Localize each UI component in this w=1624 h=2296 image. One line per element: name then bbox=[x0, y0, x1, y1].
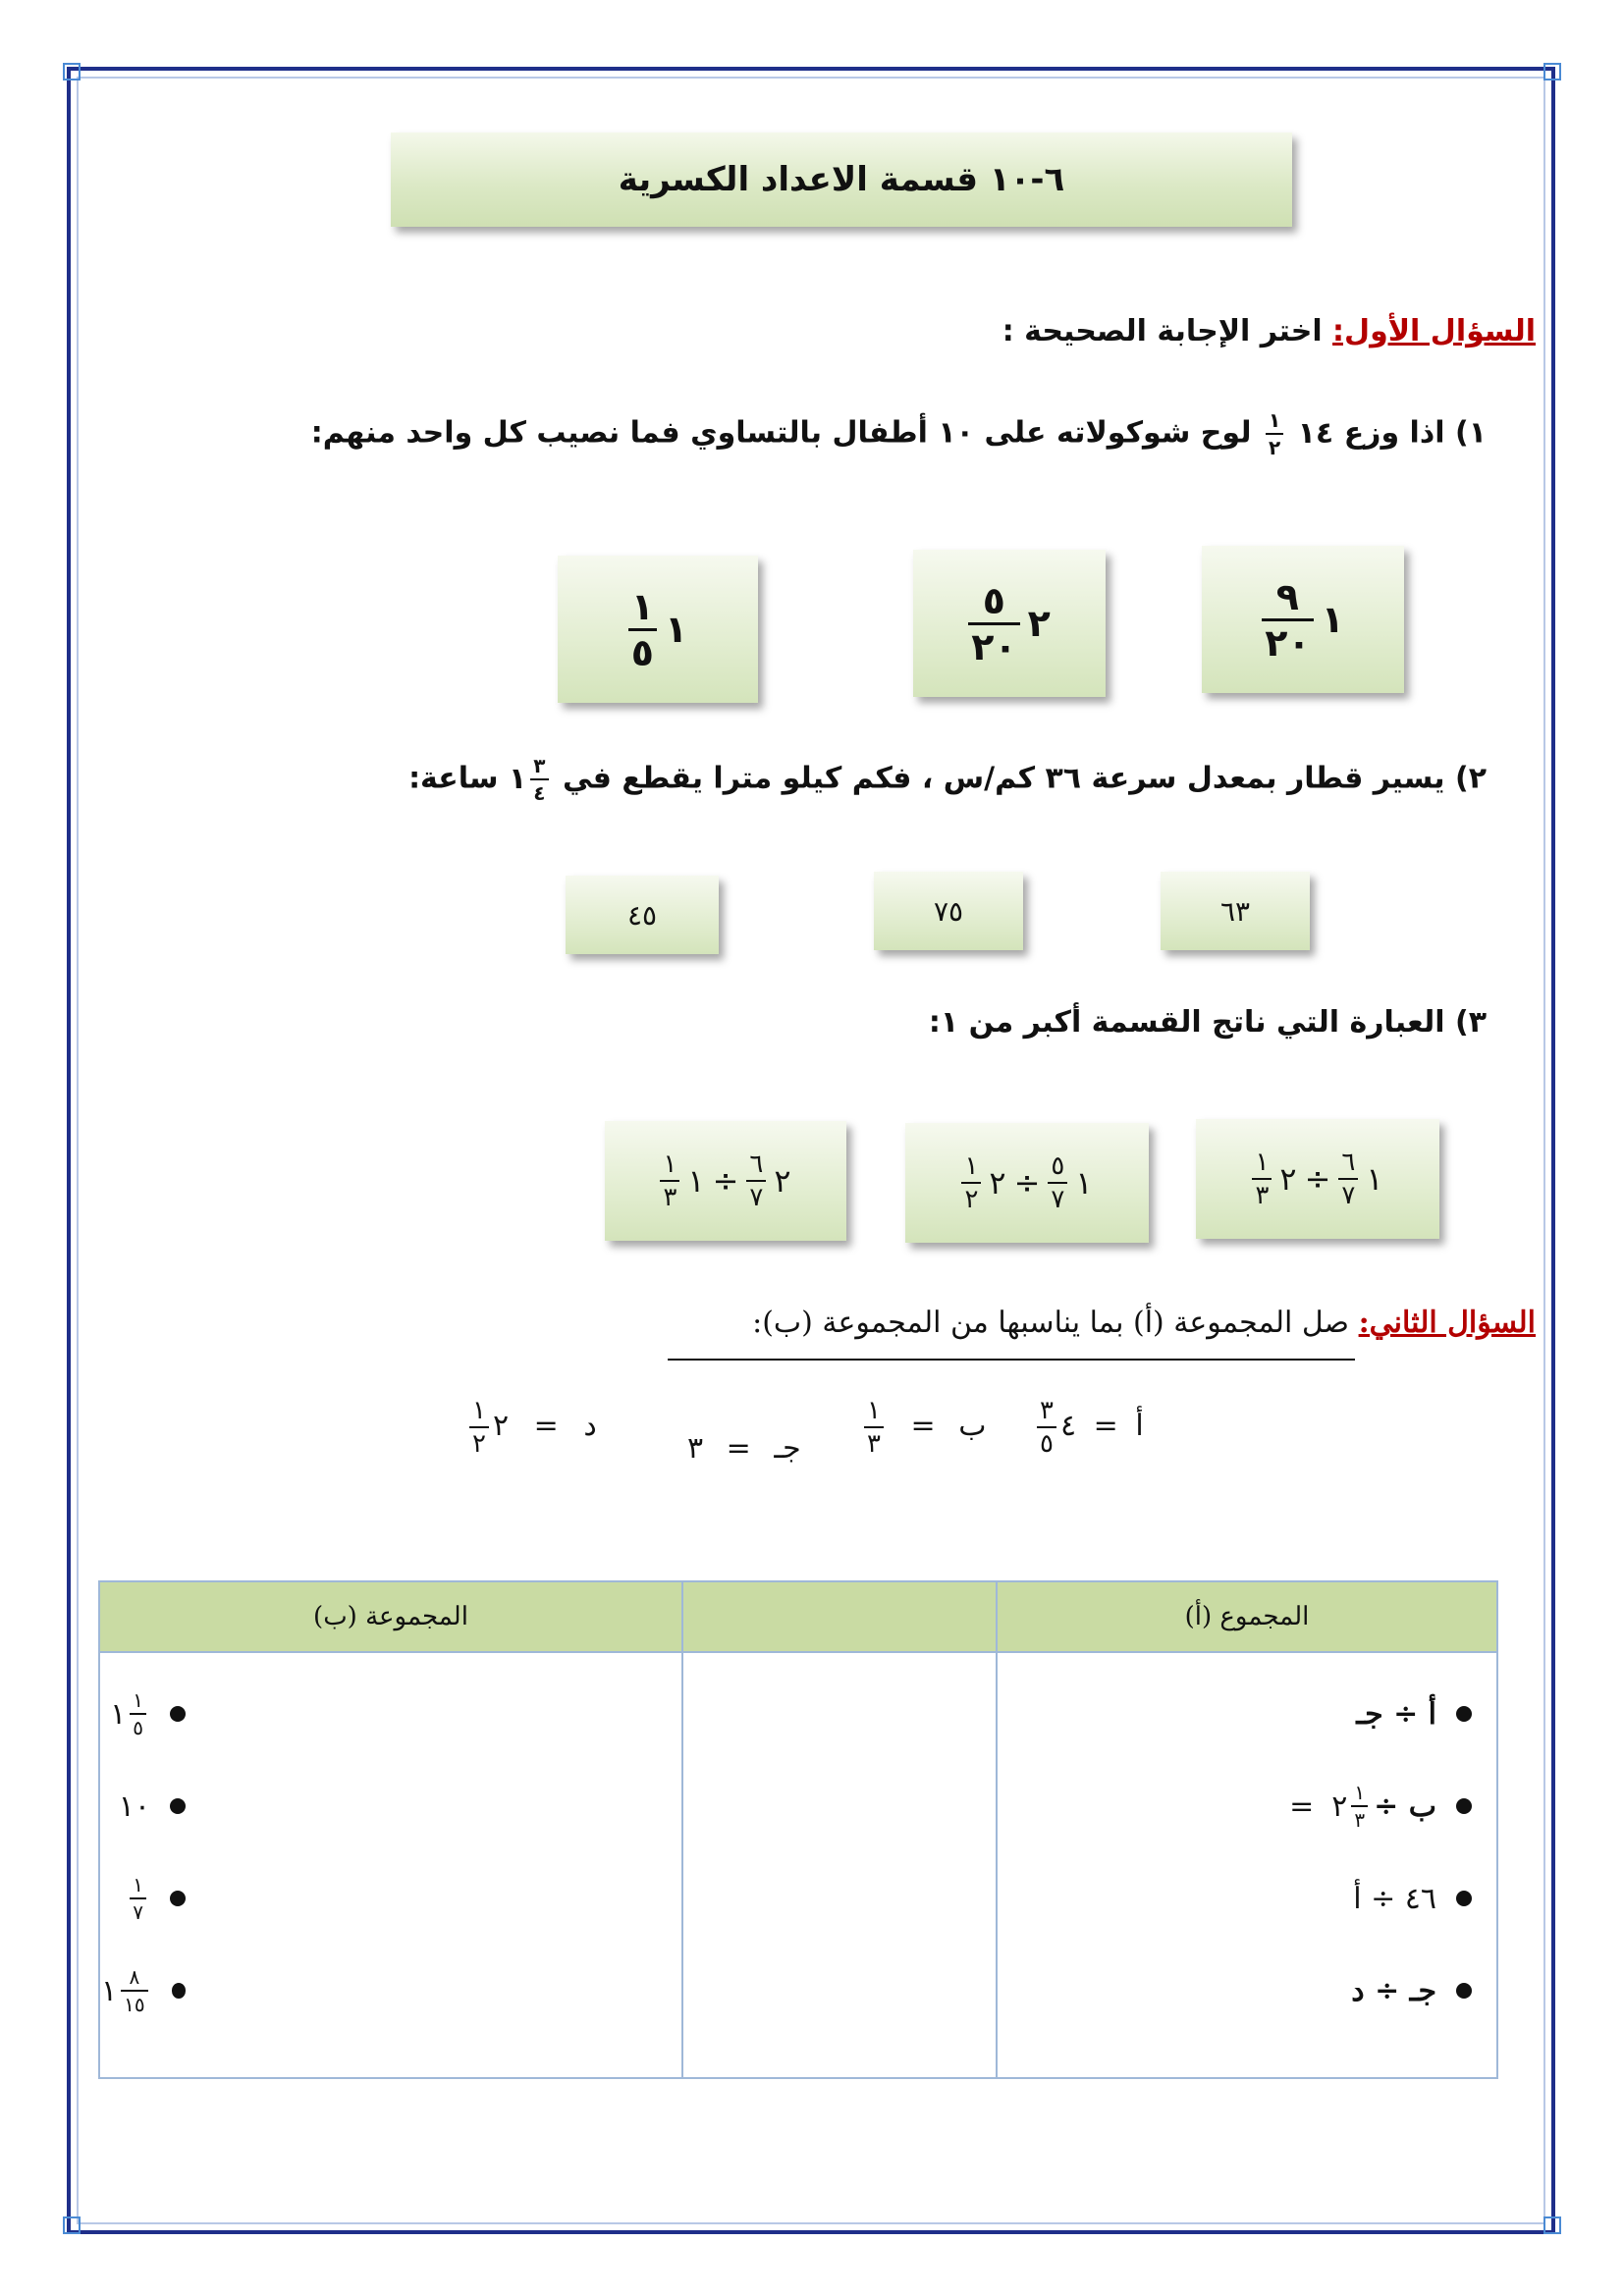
option-value: ٤٥ bbox=[626, 898, 658, 932]
item-number: ٢) bbox=[1454, 761, 1487, 796]
whole-part: ١ bbox=[665, 608, 688, 651]
bullet-icon bbox=[1456, 1706, 1472, 1722]
definition-dal bbox=[465, 1398, 597, 1457]
numerator: ٥ bbox=[1051, 1151, 1065, 1181]
numerator: ١ bbox=[1354, 1781, 1366, 1804]
letter: جـ bbox=[774, 1431, 801, 1466]
group-b-list bbox=[101, 1654, 680, 2037]
fraction bbox=[961, 1153, 981, 1212]
definition-ba bbox=[860, 1398, 986, 1457]
denominator: ٢ bbox=[469, 1426, 489, 1457]
numerator: ٥ bbox=[982, 578, 1005, 622]
q1-item1-option-1[interactable] bbox=[1202, 546, 1404, 693]
answer-cell[interactable] bbox=[682, 1652, 997, 2078]
fraction bbox=[1351, 1783, 1368, 1830]
list-item[interactable] bbox=[999, 1852, 1495, 1945]
denominator: ٢٠ bbox=[968, 622, 1019, 666]
fraction bbox=[130, 1690, 146, 1737]
denominator: ٧ bbox=[1338, 1178, 1358, 1208]
expression: ب ÷ bbox=[1374, 1789, 1436, 1824]
border-corner-ornament bbox=[1543, 63, 1561, 80]
whole-part: ٢ bbox=[492, 1409, 510, 1443]
letter: ب bbox=[958, 1409, 987, 1443]
denominator: ٧ bbox=[130, 1897, 146, 1922]
fraction bbox=[1048, 1153, 1067, 1212]
lesson-title bbox=[391, 133, 1292, 227]
expression: جـ ÷ د bbox=[1351, 1973, 1436, 2008]
fraction bbox=[1037, 1398, 1056, 1457]
bullet-icon bbox=[172, 1983, 186, 1999]
equals-sign: = bbox=[910, 1409, 936, 1443]
whole-part: ٢ bbox=[1027, 602, 1051, 645]
matching-table bbox=[98, 1580, 1498, 2079]
denominator: ٤ bbox=[530, 778, 548, 803]
fraction bbox=[660, 1151, 679, 1210]
fraction bbox=[1252, 1149, 1272, 1208]
q1-heading bbox=[1002, 314, 1536, 348]
whole-part: ١ bbox=[687, 1162, 705, 1200]
matching-table-header bbox=[99, 1581, 1497, 1652]
numerator: ١ bbox=[1255, 1148, 1270, 1177]
fraction bbox=[1262, 574, 1313, 665]
q2-heading-underline bbox=[668, 1359, 1355, 1361]
fraction bbox=[1338, 1149, 1358, 1208]
q1-item1-option-3[interactable] bbox=[558, 556, 758, 703]
numerator: ٩ bbox=[1275, 574, 1299, 618]
denominator: ٣ bbox=[864, 1426, 884, 1457]
fraction bbox=[130, 1875, 146, 1922]
mixed-number bbox=[1251, 408, 1334, 459]
option-value: ٦٣ bbox=[1219, 894, 1251, 928]
q1-item3-text bbox=[929, 1005, 1487, 1040]
mixed-number bbox=[499, 754, 553, 805]
numerator: ١ bbox=[472, 1396, 486, 1425]
bullet-icon bbox=[170, 1891, 186, 1906]
whole-part: ١ bbox=[101, 1973, 118, 2008]
letter: د bbox=[583, 1409, 597, 1443]
q1-item2-option-1[interactable] bbox=[1161, 872, 1310, 950]
denominator: ٢ bbox=[1266, 433, 1283, 457]
numerator: ١ bbox=[867, 1396, 881, 1425]
numerator: ١ bbox=[133, 1873, 143, 1896]
border-corner-ornament bbox=[63, 2216, 81, 2234]
denominator: ٥ bbox=[130, 1713, 146, 1737]
whole-part: ٤ bbox=[1059, 1409, 1077, 1443]
definition-jeem bbox=[687, 1431, 801, 1466]
whole-part: ١ bbox=[1321, 598, 1344, 641]
division-sign: ÷ bbox=[1304, 1160, 1331, 1198]
definition-alef bbox=[1033, 1398, 1144, 1457]
fraction bbox=[628, 584, 657, 674]
item-text: يسير قطار بمعدل سرعة ٣٦ كم/س ، فكم كيلو مترا يقطع في bbox=[562, 761, 1445, 796]
numerator: ١ bbox=[964, 1151, 979, 1181]
equals-sign: = bbox=[726, 1431, 751, 1466]
equals-sign: = bbox=[1093, 1409, 1118, 1443]
list-item[interactable] bbox=[999, 1945, 1495, 2037]
list-item[interactable] bbox=[101, 1668, 680, 1760]
numerator: ١ bbox=[663, 1149, 677, 1179]
numerator: ٦ bbox=[1341, 1148, 1356, 1177]
value: ١٠ bbox=[118, 1789, 150, 1824]
q1-item1-text bbox=[311, 410, 1487, 457]
whole-part: ٢ bbox=[989, 1164, 1006, 1201]
bullet-icon bbox=[170, 1798, 186, 1814]
denominator: ٥ bbox=[628, 628, 657, 671]
matching-table-body bbox=[99, 1652, 1497, 2078]
item-text: لوح شوكولاته على ١٠ أطفال بالتساوي فما نصيب كل واحد منهم: bbox=[310, 415, 1252, 451]
numerator: ١ bbox=[133, 1688, 143, 1712]
equals-sign: = bbox=[1289, 1789, 1315, 1824]
denominator: ٢ bbox=[961, 1182, 981, 1212]
fraction bbox=[968, 578, 1019, 668]
division-sign: ÷ bbox=[712, 1162, 739, 1200]
fraction bbox=[864, 1398, 884, 1457]
fraction bbox=[121, 1967, 147, 2014]
q1-item2-option-2[interactable] bbox=[874, 872, 1023, 950]
group-a-cell bbox=[997, 1652, 1497, 2078]
numerator: ١ bbox=[1268, 408, 1281, 432]
list-item[interactable] bbox=[999, 1760, 1495, 1852]
list-item[interactable] bbox=[999, 1668, 1495, 1760]
item-text: ساعة: bbox=[408, 761, 499, 796]
header-group-a: المجموع (أ) bbox=[997, 1581, 1497, 1652]
header-middle bbox=[682, 1581, 997, 1652]
whole-part: ١ bbox=[1075, 1164, 1093, 1201]
item-number: ٣) bbox=[1454, 1005, 1487, 1040]
fraction bbox=[530, 756, 548, 803]
border-corner-ornament bbox=[1543, 2216, 1561, 2234]
bullet-icon bbox=[1456, 1983, 1472, 1999]
whole-part: ٢ bbox=[1279, 1160, 1297, 1198]
q2-label: السؤال الثاني: bbox=[1358, 1306, 1536, 1340]
item-text: العبارة التي ناتج القسمة أكبر من ١: bbox=[928, 1005, 1445, 1040]
bullet-icon bbox=[170, 1706, 186, 1722]
list-item[interactable] bbox=[101, 1760, 680, 1852]
list-item[interactable] bbox=[101, 1852, 680, 1945]
q1-item3-option-2[interactable] bbox=[905, 1123, 1149, 1243]
denominator: ٣ bbox=[660, 1180, 679, 1210]
whole-part: ١ bbox=[1366, 1160, 1383, 1198]
denominator: ٣ bbox=[1351, 1805, 1368, 1830]
denominator: ٧ bbox=[1048, 1182, 1067, 1212]
q1-label: السؤال الأول: bbox=[1332, 314, 1536, 348]
list-item[interactable] bbox=[101, 1945, 680, 2037]
division-sign: ÷ bbox=[1013, 1164, 1041, 1201]
denominator: ٣ bbox=[1252, 1178, 1272, 1208]
q1-item3-option-1[interactable] bbox=[1196, 1119, 1439, 1239]
numerator: ٦ bbox=[749, 1149, 764, 1179]
whole-part: ١ bbox=[110, 1696, 127, 1732]
fraction bbox=[1266, 410, 1283, 457]
expression: أ ÷ جـ bbox=[1356, 1696, 1436, 1732]
expression: ٤٦ ÷ أ bbox=[1353, 1881, 1436, 1916]
q2-instruction: صل المجموعة (أ) بما يناسبها من المجموعة (ب): bbox=[752, 1306, 1359, 1340]
fraction bbox=[746, 1151, 766, 1210]
numerator: ٣ bbox=[533, 754, 546, 777]
group-b-cell bbox=[99, 1652, 682, 2078]
value: ٣ bbox=[687, 1431, 704, 1466]
whole-part: ٢ bbox=[774, 1162, 791, 1200]
header-group-b: المجموعة (ب) bbox=[99, 1581, 682, 1652]
denominator: ٥ bbox=[1037, 1426, 1056, 1457]
bullet-icon bbox=[1456, 1798, 1472, 1814]
q1-item1-option-2[interactable] bbox=[913, 550, 1106, 697]
whole-part: ٢ bbox=[1331, 1789, 1348, 1824]
whole-part: ١ bbox=[508, 761, 527, 796]
denominator: ٧ bbox=[746, 1180, 766, 1210]
q1-instruction: اختر الإجابة الصحيحة : bbox=[1001, 314, 1333, 348]
numerator: ٨ bbox=[129, 1965, 140, 1989]
denominator: ٢٠ bbox=[1262, 618, 1313, 662]
bullet-icon bbox=[1456, 1891, 1472, 1906]
numerator: ٣ bbox=[1040, 1396, 1054, 1425]
item-text: اذا وزع bbox=[1343, 415, 1445, 451]
q1-item2-text bbox=[408, 756, 1487, 803]
q1-item2-option-3[interactable] bbox=[566, 876, 719, 954]
fraction bbox=[469, 1398, 489, 1457]
group-a-list bbox=[999, 1654, 1495, 2037]
equals-sign: = bbox=[533, 1409, 559, 1443]
q1-item3-option-3[interactable] bbox=[605, 1121, 846, 1241]
whole-part: ١٤ bbox=[1297, 415, 1334, 451]
option-value: ٧٥ bbox=[933, 894, 964, 928]
denominator: ١٥ bbox=[121, 1990, 147, 2014]
lesson-title-text: ٦-١٠ قسمة الاعداد الكسرية bbox=[618, 160, 1065, 199]
item-number: ١) bbox=[1454, 415, 1487, 451]
numerator: ١ bbox=[630, 584, 654, 628]
border-corner-ornament bbox=[63, 63, 81, 80]
letter: أ bbox=[1135, 1409, 1144, 1443]
q2-heading bbox=[752, 1306, 1536, 1340]
